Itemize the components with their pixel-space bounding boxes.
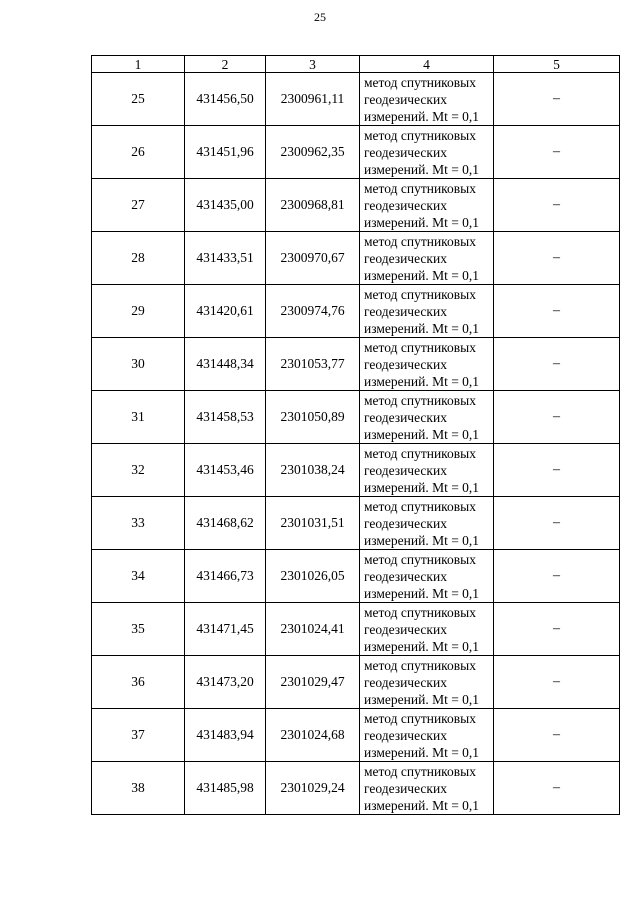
y-coordinate-cell: 2301053,77	[266, 338, 360, 391]
x-coordinate-cell: 431471,45	[185, 603, 266, 656]
y-coordinate-cell: 2300962,35	[266, 126, 360, 179]
x-coordinate-cell: 431456,50	[185, 73, 266, 126]
method-cell	[360, 179, 494, 232]
y-coordinate-cell: 2301029,47	[266, 656, 360, 709]
method-line: метод спутниковых	[364, 127, 476, 143]
table-header-row	[92, 56, 620, 73]
method-cell	[360, 391, 494, 444]
point-number-cell: 26	[92, 126, 185, 179]
method-line: метод спутниковых	[364, 763, 476, 779]
point-number-cell: 34	[92, 550, 185, 603]
note-cell: –	[494, 603, 620, 656]
method-line: геодезических	[364, 568, 447, 584]
table-row	[92, 391, 620, 444]
table-row	[92, 762, 620, 815]
column-header-4: 4	[360, 56, 494, 73]
method-line: измерений. Mt = 0,1	[364, 638, 480, 654]
method-cell	[360, 444, 494, 497]
method-line: измерений. Mt = 0,1	[364, 214, 480, 230]
column-header-2: 2	[185, 56, 266, 73]
method-line: геодезических	[364, 515, 447, 531]
note-cell: –	[494, 285, 620, 338]
table-row	[92, 126, 620, 179]
y-coordinate-cell: 2301031,51	[266, 497, 360, 550]
table-row	[92, 709, 620, 762]
method-line: измерений. Mt = 0,1	[364, 373, 480, 389]
method-line: измерений. Mt = 0,1	[364, 426, 480, 442]
x-coordinate-cell: 431433,51	[185, 232, 266, 285]
point-number-cell: 30	[92, 338, 185, 391]
x-coordinate-cell: 431458,53	[185, 391, 266, 444]
method-line: измерений. Mt = 0,1	[364, 691, 480, 707]
method-line: метод спутниковых	[364, 710, 476, 726]
x-coordinate-cell: 431468,62	[185, 497, 266, 550]
point-number-cell: 37	[92, 709, 185, 762]
point-number-cell: 35	[92, 603, 185, 656]
point-number-cell: 36	[92, 656, 185, 709]
method-line: геодезических	[364, 674, 447, 690]
method-cell	[360, 550, 494, 603]
note-cell: –	[494, 656, 620, 709]
point-number-cell: 27	[92, 179, 185, 232]
note-cell: –	[494, 338, 620, 391]
method-cell	[360, 656, 494, 709]
note-cell: –	[494, 497, 620, 550]
point-number-cell: 33	[92, 497, 185, 550]
method-line: измерений. Mt = 0,1	[364, 744, 480, 760]
table-row	[92, 656, 620, 709]
table-row	[92, 338, 620, 391]
x-coordinate-cell: 431448,34	[185, 338, 266, 391]
method-line: метод спутниковых	[364, 286, 476, 302]
table-row	[92, 232, 620, 285]
y-coordinate-cell: 2301050,89	[266, 391, 360, 444]
method-line: метод спутниковых	[364, 604, 476, 620]
method-line: геодезических	[364, 250, 447, 266]
table-row	[92, 550, 620, 603]
note-cell: –	[494, 179, 620, 232]
method-line: метод спутниковых	[364, 498, 476, 514]
method-line: измерений. Mt = 0,1	[364, 320, 480, 336]
method-line: измерений. Mt = 0,1	[364, 532, 480, 548]
y-coordinate-cell: 2301024,41	[266, 603, 360, 656]
x-coordinate-cell: 431473,20	[185, 656, 266, 709]
point-number-cell: 38	[92, 762, 185, 815]
point-number-cell: 31	[92, 391, 185, 444]
y-coordinate-cell: 2300970,67	[266, 232, 360, 285]
coordinates-table	[91, 55, 620, 815]
method-line: метод спутниковых	[364, 339, 476, 355]
method-line: метод спутниковых	[364, 180, 476, 196]
y-coordinate-cell: 2301024,68	[266, 709, 360, 762]
method-line: измерений. Mt = 0,1	[364, 161, 480, 177]
x-coordinate-cell: 431485,98	[185, 762, 266, 815]
method-line: метод спутниковых	[364, 657, 476, 673]
page-number: 25	[314, 10, 326, 24]
method-line: метод спутниковых	[364, 551, 476, 567]
method-line: геодезических	[364, 409, 447, 425]
method-line: геодезических	[364, 356, 447, 372]
note-cell: –	[494, 232, 620, 285]
method-line: метод спутниковых	[364, 392, 476, 408]
column-header-5: 5	[494, 56, 620, 73]
method-cell	[360, 232, 494, 285]
method-cell	[360, 497, 494, 550]
note-cell: –	[494, 126, 620, 179]
table-row	[92, 73, 620, 126]
column-header-3: 3	[266, 56, 360, 73]
point-number-cell: 29	[92, 285, 185, 338]
note-cell: –	[494, 550, 620, 603]
point-number-cell: 25	[92, 73, 185, 126]
method-line: измерений. Mt = 0,1	[364, 108, 480, 124]
y-coordinate-cell: 2301026,05	[266, 550, 360, 603]
note-cell: –	[494, 73, 620, 126]
method-cell	[360, 762, 494, 815]
table-row	[92, 603, 620, 656]
y-coordinate-cell: 2300968,81	[266, 179, 360, 232]
table-row	[92, 497, 620, 550]
method-line: геодезических	[364, 303, 447, 319]
x-coordinate-cell: 431483,94	[185, 709, 266, 762]
method-line: геодезических	[364, 91, 447, 107]
y-coordinate-cell: 2300974,76	[266, 285, 360, 338]
method-line: измерений. Mt = 0,1	[364, 797, 480, 813]
note-cell: –	[494, 762, 620, 815]
y-coordinate-cell: 2301029,24	[266, 762, 360, 815]
method-line: геодезических	[364, 144, 447, 160]
table-row	[92, 444, 620, 497]
method-cell	[360, 73, 494, 126]
method-line: метод спутниковых	[364, 445, 476, 461]
table-row	[92, 285, 620, 338]
note-cell: –	[494, 444, 620, 497]
method-line: геодезических	[364, 197, 447, 213]
x-coordinate-cell: 431466,73	[185, 550, 266, 603]
method-cell	[360, 603, 494, 656]
method-line: метод спутниковых	[364, 74, 476, 90]
method-cell	[360, 709, 494, 762]
table-body	[92, 73, 620, 815]
method-cell	[360, 285, 494, 338]
y-coordinate-cell: 2300961,11	[266, 73, 360, 126]
note-cell: –	[494, 391, 620, 444]
method-line: измерений. Mt = 0,1	[364, 479, 480, 495]
column-header-1: 1	[92, 56, 185, 73]
point-number-cell: 28	[92, 232, 185, 285]
table-row	[92, 179, 620, 232]
method-line: метод спутниковых	[364, 233, 476, 249]
method-line: измерений. Mt = 0,1	[364, 585, 480, 601]
method-line: геодезических	[364, 727, 447, 743]
method-line: геодезических	[364, 462, 447, 478]
note-cell: –	[494, 709, 620, 762]
x-coordinate-cell: 431453,46	[185, 444, 266, 497]
x-coordinate-cell: 431420,61	[185, 285, 266, 338]
point-number-cell: 32	[92, 444, 185, 497]
x-coordinate-cell: 431435,00	[185, 179, 266, 232]
x-coordinate-cell: 431451,96	[185, 126, 266, 179]
method-cell	[360, 338, 494, 391]
method-line: геодезических	[364, 621, 447, 637]
method-line: геодезических	[364, 780, 447, 796]
y-coordinate-cell: 2301038,24	[266, 444, 360, 497]
method-cell	[360, 126, 494, 179]
method-line: измерений. Mt = 0,1	[364, 267, 480, 283]
